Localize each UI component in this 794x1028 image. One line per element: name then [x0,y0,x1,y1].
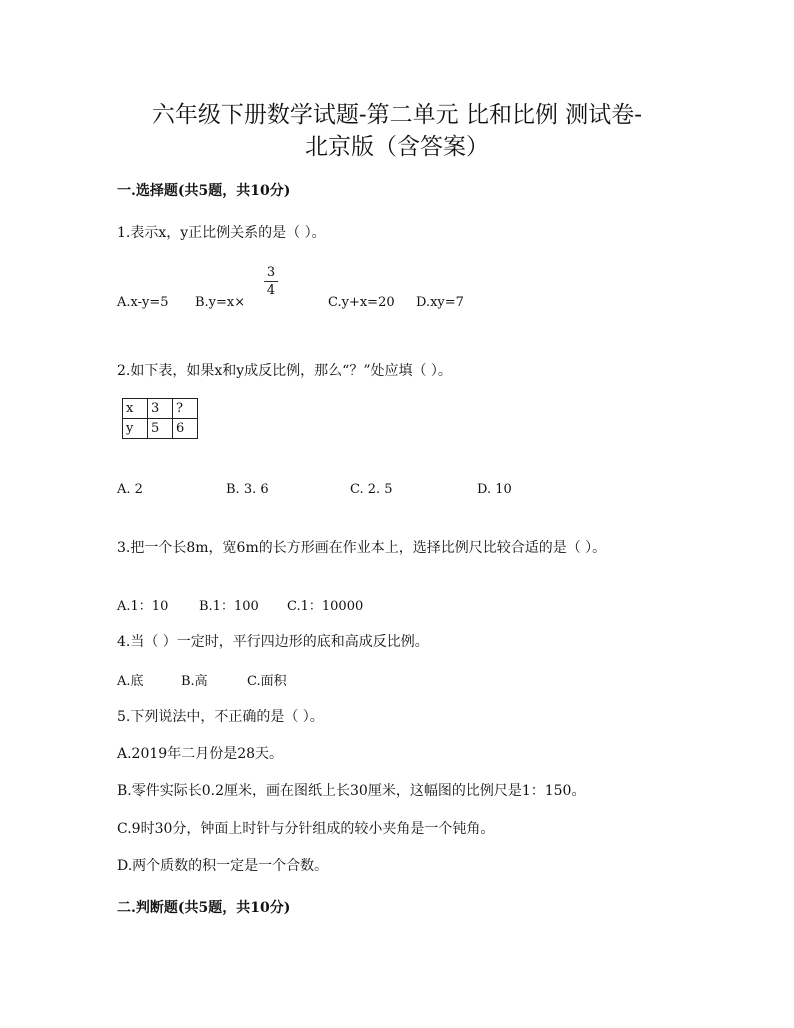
table-row [123,419,198,439]
option-b: B.高 [181,674,208,689]
question-3-stem: 3.把一个长8m，宽6m的长方形画在作业本上，选择比例尺比较合适的是（ ）。 [117,540,607,556]
fraction-denominator: 4 [266,283,276,298]
question-1-stem: 1.表示x，y正比例关系的是（ ）。 [117,225,326,241]
question-5-option-c: C.9时30分，钟面上时针与分针组成的较小夹角是一个钝角。 [117,821,495,837]
table-cell: 3 [148,399,173,419]
option-c: C. 2. 5 [350,482,393,497]
question-1-options [117,295,757,315]
fraction-numerator: 3 [266,265,276,280]
question-3-options [117,595,757,615]
page-title-line1: 六年级下册数学试题-第二单元 比和比例 测试卷- [151,102,643,128]
question-4-options [117,670,757,690]
option-b: B.1：100 [199,599,259,614]
table-cell: 5 [148,419,173,439]
table-row [123,399,198,419]
table-cell: x [123,399,148,419]
option-a: A.1：10 [117,599,169,614]
option-d: D.xy=7 [416,295,464,310]
question-5-option-b: B.零件实际长0.2厘米，画在图纸上长30厘米，这幅图的比例尺是1：150。 [117,783,586,799]
fraction-bar [264,281,278,282]
table-cell: ? [173,399,198,419]
option-b: B.y=x× [195,295,246,310]
question-5-stem: 5.下列说法中，不正确的是（ ）。 [117,709,324,725]
question-2-options [117,482,757,502]
option-d: D. 10 [477,482,512,497]
question-4-stem: 4.当（ ）一定时，平行四边形的底和高成反比例。 [117,634,429,650]
question-5-option-a: A.2019年二月份是28天。 [117,746,284,762]
table-cell: 6 [173,419,198,439]
option-a: A.底 [117,674,144,689]
table-cell: y [123,419,148,439]
xy-table [122,398,198,439]
option-a: A. 2 [117,482,143,497]
option-c: C.y+x=20 [328,295,395,310]
question-5-option-d: D.两个质数的积一定是一个合数。 [117,858,329,874]
fraction-three-quarters [264,266,278,298]
option-c: C.面积 [247,674,287,689]
option-c: C.1：10000 [287,599,364,614]
question-2-stem: 2.如下表，如果x和y成反比例，那么“？”处应填（ ）。 [117,363,452,379]
option-a: A.x-y=5 [117,295,169,310]
section-heading-true-false: 二.判断题(共5题，共10分) [117,900,291,916]
section-heading-choice: 一.选择题(共5题，共10分) [117,183,291,199]
option-b: B. 3. 6 [226,482,269,497]
page-title-line2: 北京版（含答案） [305,134,489,160]
